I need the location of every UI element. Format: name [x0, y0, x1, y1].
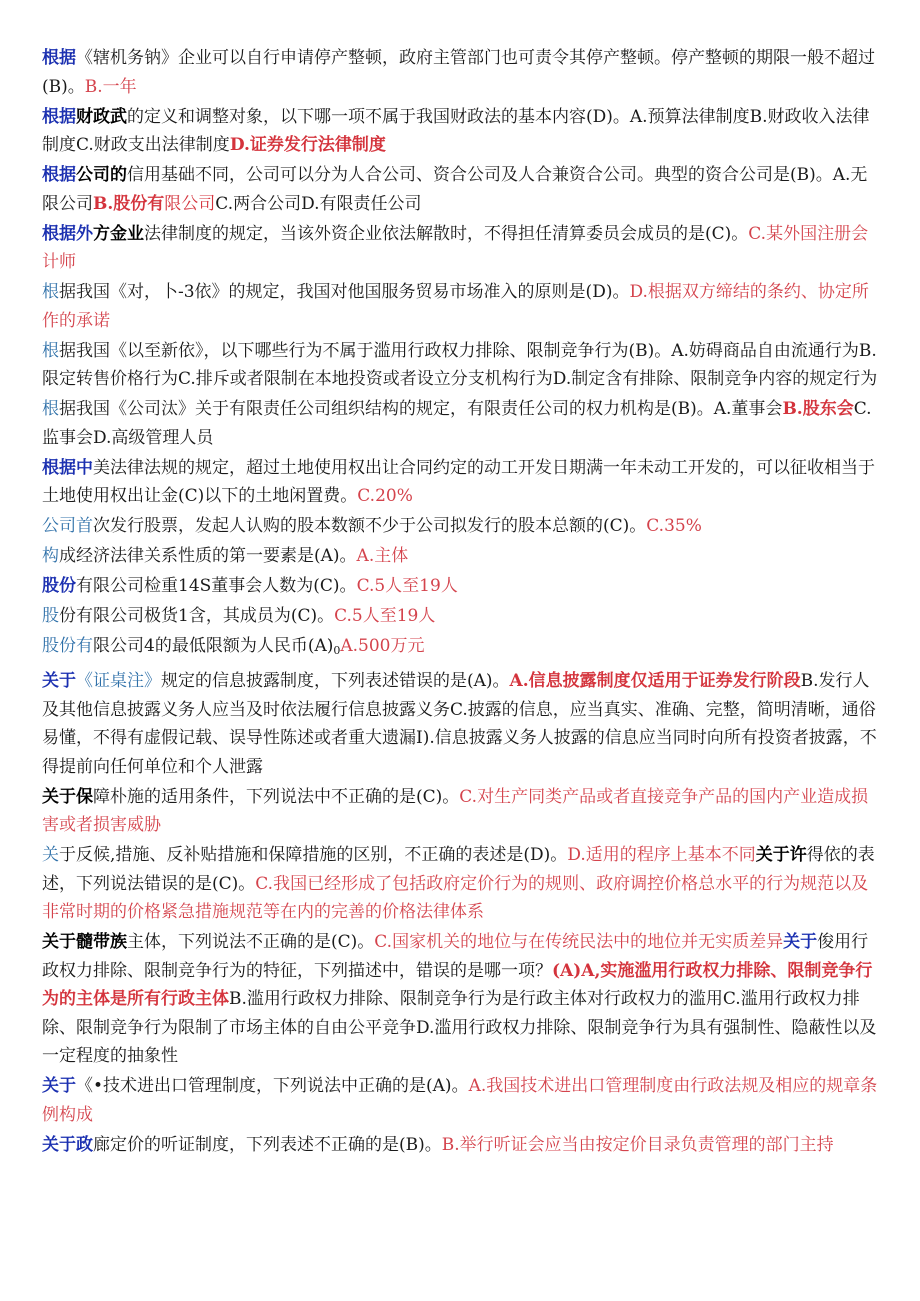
- answer-text: A.500万元: [340, 636, 425, 656]
- lead-phrase: 根据: [42, 165, 76, 185]
- subscript-text: 0: [333, 644, 341, 657]
- answer-text: C.20%: [357, 486, 413, 506]
- answer-text: (A)A,实施滥用行政权力排除、限制竞争行为的主体是所有行政主体: [42, 960, 873, 1009]
- lead-phrase: 关于髓带族: [42, 932, 127, 952]
- question-text: 廊定价的听证制度，下列表述不正确的是(B)。: [93, 1134, 442, 1155]
- question-text: B.发行人及其他信息披露义务人应当及时依法履行信息披露义务C.披露的信息，应当真实、准确、完整，简明清晰，通俗易懂，不得有虚假记载、误导性陈述或者重大遗漏I).信息披露义务人披露的信息应当同时向所有投资者披露，不得提前向任何单位和个人泄露: [42, 671, 877, 777]
- lead-phrase: 根据外: [42, 223, 93, 244]
- qa-paragraph-p3: [42, 161, 880, 218]
- question-text: 美法律法规的规定，超过土地使用权出让合同约定的动工开发日期满一年未动工开发的，可以征收相当于土地使用权出让金(C)以下的土地闲置费。: [42, 457, 875, 506]
- lead-phrase: 《证桌注》: [76, 671, 161, 691]
- question-text: 障朴施的适用条件，下列说法中不正确的是(C)。: [93, 786, 460, 807]
- answer-text: A.主体: [356, 546, 409, 566]
- lead-phrase: 关于政: [42, 1134, 93, 1155]
- question-text: 限公司4的最低限额为人民币(A): [93, 636, 334, 656]
- answer-text: D.根据双方缔结的条约、协定所作的承诺: [42, 282, 869, 331]
- lead-phrase: 股份: [42, 576, 76, 596]
- lead-phrase: 关于保: [42, 786, 93, 807]
- qa-paragraph-p16: [42, 841, 880, 927]
- lead-phrase: 关于许: [755, 845, 807, 865]
- qa-paragraph-p18: [42, 1072, 880, 1129]
- qa-paragraph-p12: [42, 602, 880, 631]
- question-text: 成经济法律关系性质的第一要素是(A)。: [59, 546, 357, 566]
- question-text: 据我国《对，卜-3依》的规定，我国对他国服务贸易市场准入的原则是(D)。: [59, 282, 630, 302]
- lead-phrase: 关于: [783, 932, 818, 952]
- answer-text: C.5人至19人: [356, 576, 458, 596]
- qa-paragraph-p13: [42, 632, 880, 666]
- question-text: 份有限公司极货1含，其成员为(C)。: [59, 606, 335, 626]
- lead-phrase: 关: [42, 845, 59, 865]
- answer-text: B.举行听证会应当由按定价目录负责管理的部门主持: [441, 1134, 834, 1155]
- qa-paragraph-p5: [42, 278, 880, 335]
- question-text: 次发行股票，发起人认购的股本数额不少于公司拟发行的股本总额的(C)。: [93, 516, 647, 536]
- question-text: 《辖机务钠》企业可以自行申请停产整顿，政府主管部门也可责令其停产整顿。停产整顿的期限一般不超过(B)。: [42, 48, 875, 97]
- qa-paragraph-p10: [42, 542, 880, 571]
- question-text: 的定义和调整对象，以下哪一项不属于我国财政法的基本内容(D)。A.预算法律制度B.财政收入法律制度C.财政支出法律制度: [42, 106, 870, 155]
- question-text: 规定的信息披露制度，下列表述错误的是(A)。: [161, 671, 510, 691]
- lead-phrase: 构: [42, 546, 59, 566]
- lead-phrase: 关于: [42, 1076, 76, 1096]
- question-text: 俊用行政权力排除、限制竞争行为的特征，下列描述中，错误的是哪一项？: [42, 932, 869, 981]
- answer-text: D.适用的程序上基本不同: [567, 845, 756, 865]
- question-text: 据我国《公司汰》关于有限责任公司组织结构的规定，有限责任公司的权力机构是(B)。A.董事会: [59, 399, 783, 419]
- qa-paragraph-p19: [42, 1131, 880, 1160]
- answer-text: D.证券发行法律制度: [229, 135, 386, 155]
- lead-phrase: 公司的: [76, 165, 127, 185]
- lead-phrase: 根: [42, 340, 59, 361]
- answer-text: A.我国技术进出口管理制度由行政法规及相应的规章条例构成: [42, 1076, 878, 1125]
- lead-phrase: 根据中: [42, 457, 93, 478]
- question-text: 于反候,措施、反补贴措施和保障措施的区别，不正确的表述是(D)。: [59, 845, 568, 865]
- question-text: C.监事会D.高级管理人员: [42, 399, 872, 448]
- answer-text: B.股份有: [93, 193, 165, 214]
- qa-paragraph-p4: [42, 220, 880, 277]
- lead-phrase: 根据: [42, 106, 76, 127]
- qa-paragraph-p14: [42, 667, 880, 781]
- question-text: 得依的表述，下列说法错误的是(C)。: [42, 845, 875, 894]
- answer-text: C.5人至19人: [334, 606, 436, 626]
- question-text: 有限公司检重14S董事会人数为(C)。: [76, 576, 357, 596]
- answer-text: B.股东会: [782, 399, 854, 419]
- qa-paragraph-p8: [42, 454, 880, 511]
- question-text: 法律制度的规定，当该外资企业依法解散时，不得担任清算委员会成员的是(C)。: [144, 223, 749, 244]
- lead-phrase: 股: [42, 606, 59, 626]
- qa-paragraph-p11: [42, 572, 880, 601]
- lead-phrase: 财政武: [76, 106, 127, 127]
- answer-text: C.35%: [646, 516, 702, 536]
- question-text: 据我国《以至新依》，以下哪些行为不属于滥用行政权力排除、限制竞争行为(B)。A.妨碍商品自由流通行为B.限定转售价格行为C.排斥或者限制在本地投资或者设立分支机构行为D.制定含有排除、限制竞争内容的规定行为: [42, 340, 878, 389]
- question-text: 《•技术进出口管理制度，下列说法中正确的是(A)。: [76, 1076, 469, 1096]
- question-text: C.两合公司D.有限责任公司: [215, 193, 422, 214]
- question-text: B.滥用行政权力排除、限制竞争行为是行政主体对行政权力的滥用C.滥用行政权力排除、限制竞争行为限制了市场主体的自由公平竞争D.滥用行政权力排除、限制竞争行为具有强制性、隐蔽性以及一定程度的抽象性: [42, 989, 877, 1066]
- lead-phrase: 股份有: [42, 636, 93, 656]
- answer-text: C.某外国注册会计师: [42, 223, 869, 272]
- question-text: 主体，下列说法不正确的是(C)。: [127, 932, 375, 952]
- qa-paragraph-p17: [42, 928, 880, 1071]
- answer-text: C.对生产同类产品或者直接竞争产品的国内产业造成损害或者损害威胁: [42, 786, 869, 835]
- answer-text: B.一年: [84, 76, 137, 97]
- lead-phrase: 根据: [42, 48, 76, 68]
- answer-text: A.信息披露制度仅适用于证券发行阶段: [509, 671, 801, 691]
- qa-paragraph-p7: [42, 395, 880, 452]
- lead-phrase: 根: [42, 399, 59, 419]
- qa-paragraph-p6: [42, 337, 880, 394]
- answer-text: C.我国已经形成了包括政府定价行为的规则、政府调控价格总水平的行为规范以及非常时期的价格紧急措施规范等在内的完善的价格法律体系: [42, 873, 869, 922]
- answer-text: 限公司: [164, 193, 216, 214]
- qa-paragraph-p2: [42, 103, 880, 160]
- qa-paragraph-p15: [42, 783, 880, 840]
- lead-phrase: 根: [42, 282, 59, 302]
- qa-paragraph-p1: [42, 44, 880, 101]
- lead-phrase: 方金业: [93, 223, 144, 244]
- lead-phrase: 关于: [42, 671, 76, 691]
- answer-text: C.国家机关的地位与在传统民法中的地位并无实质差异: [374, 932, 784, 952]
- question-text: 信用基础不同，公司可以分为人合公司、资合公司及人合兼资合公司。典型的资合公司是(B)。A.无限公司: [42, 165, 868, 214]
- qa-paragraph-p9: [42, 512, 880, 541]
- lead-phrase: 公司首: [42, 516, 93, 536]
